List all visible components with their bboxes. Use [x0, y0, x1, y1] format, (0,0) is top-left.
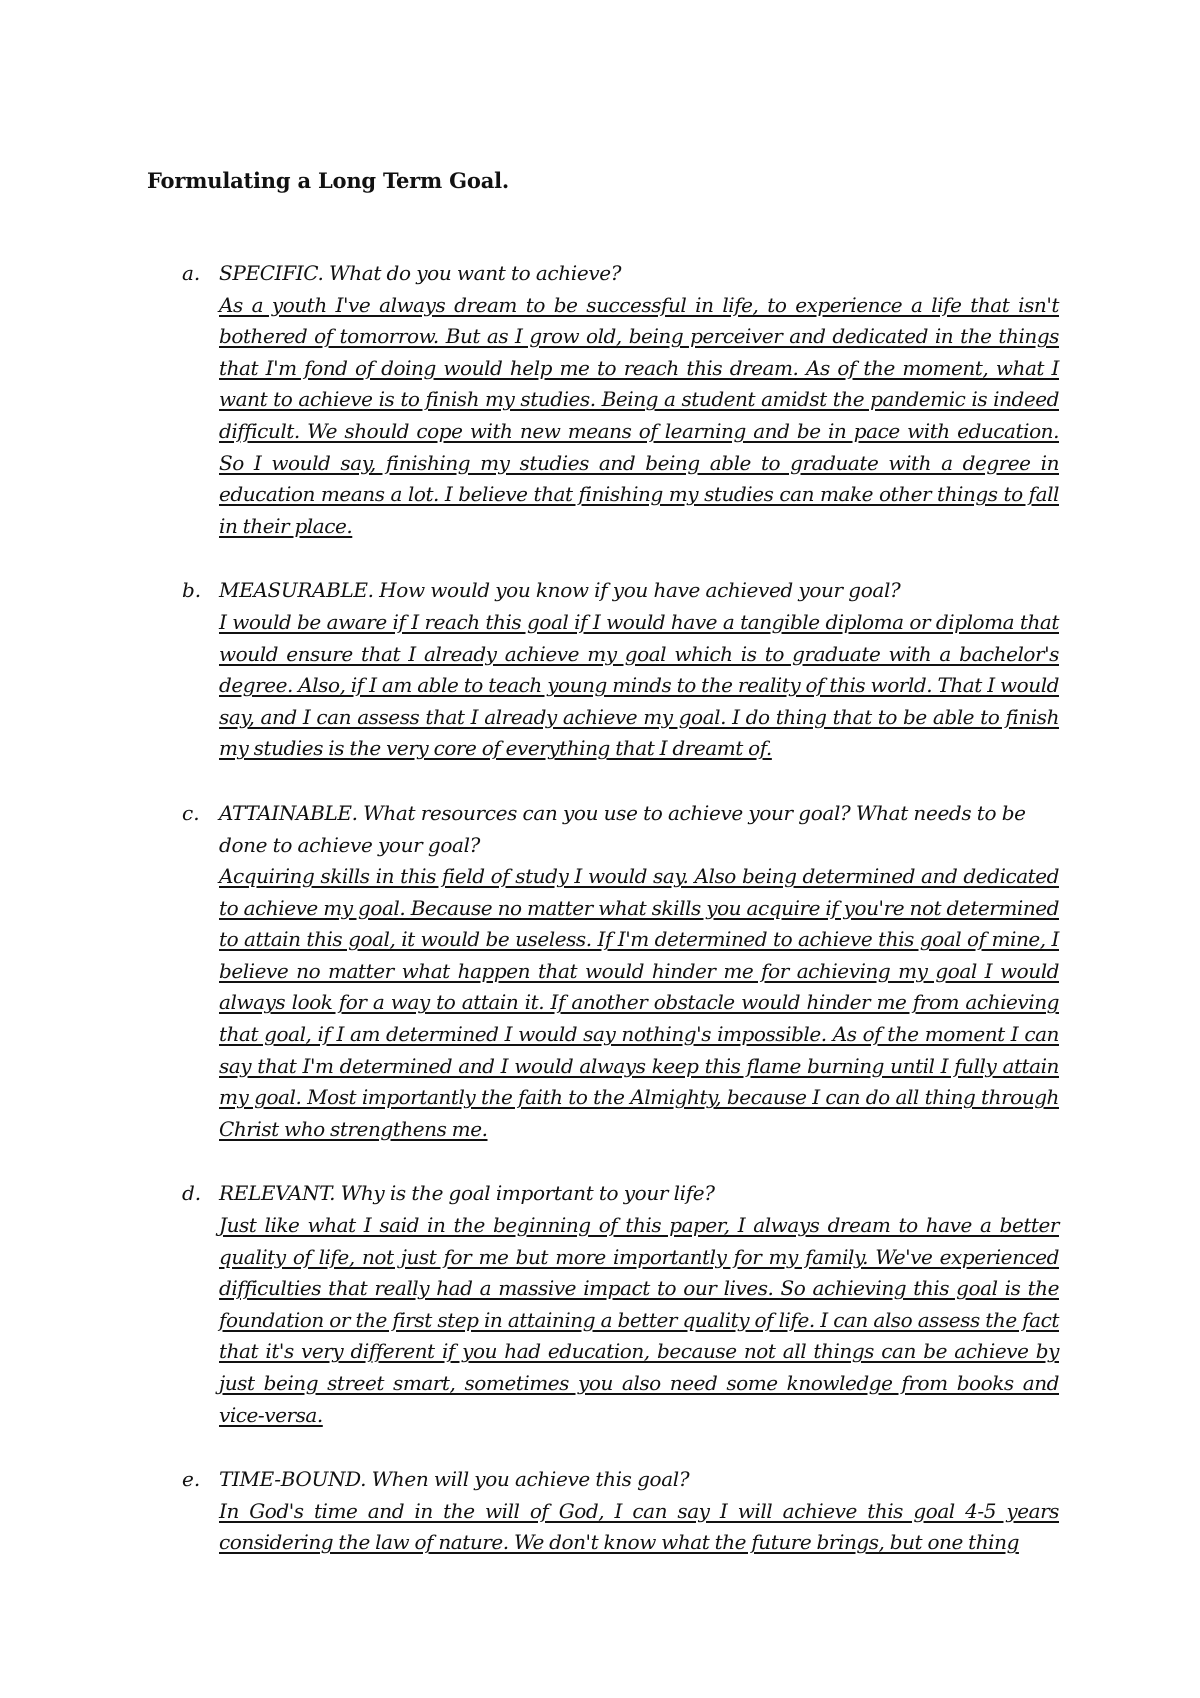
- goal-item-relevant: [0, 1178, 1200, 1431]
- item-question: RELEVANT. Why is the goal important to your life?: [219, 1181, 715, 1206]
- item-body: [219, 575, 1059, 765]
- list-marker: c.: [182, 800, 200, 825]
- item-body: [219, 1464, 1059, 1559]
- list-marker: d.: [182, 1181, 202, 1206]
- list-marker: b.: [182, 578, 202, 603]
- item-answer: Just like what I said in the beginning of this paper, I always dream to have a better quality of life, not just for me but more importantly for my family. We've experienced difficulties that really had a massive impact to our lives. So achieving this goal is the foundation or the first step in attaining a better quality of life. I can also assess the fact that it's very different if you had education, because not all things can be achieve by just being street smart, sometimes you also need some knowledge from books and vice-versa.: [219, 1213, 1059, 1427]
- goal-item-specific: [0, 258, 1200, 542]
- list-marker: e.: [182, 1467, 201, 1492]
- item-answer: Acquiring skills in this field of study I would say. Also being determined and dedicated to achieve my goal. Because no matter what skills you acquire if you're not determined to attain this goal, it would be useless. If I'm determined to achieve this goal of mine, I believe no matter what happen that would hinder me for achieving my goal I would always look for a way to attain it. If another obstacle would hinder me from achieving that goal, if I am determined I would say nothing's impossible. As of the moment I can say that I'm determined and I would always keep this flame burning until I fully attain my goal. Most importantly the faith to the Almighty, because I can do all thing through Christ who strengthens me.: [219, 864, 1059, 1141]
- list-marker: a.: [182, 261, 201, 285]
- goal-item-attainable: [0, 798, 1200, 1146]
- item-answer: In God's time and in the will of God, I can say I will achieve this goal 4-5 years considering the law of nature. We don't know what the future brings, but one thing: [219, 1498, 1059, 1555]
- item-question: SPECIFIC. What do you want to achieve?: [219, 261, 622, 285]
- item-body: [219, 798, 1059, 1146]
- item-answer: As a youth I've always dream to be successful in life, to experience a life that isn't bothered of tomorrow. But as I grow old, being perceiver and dedicated in the things that I'm fond of doing would help me to reach this dream. As of the moment, what I want to achieve is to finish my studies. Being a student amidst the pandemic is indeed difficult. We should cope with new means of learning and be in pace with education. So I would say, finishing my studies and being able to graduate with a degree in education means a lot. I believe that finishing my studies can make other things to fall in their place.: [219, 292, 1059, 538]
- item-question: TIME-BOUND. When will you achieve this goal?: [219, 1467, 690, 1492]
- goal-item-time-bound: [0, 1464, 1200, 1559]
- item-answer: I would be aware if I reach this goal if I would have a tangible diploma or diploma that would ensure that I already achieve my goal which is to graduate with a bachelor's degree. Also, if I am able to teach young minds to the reality of this world. That I would say, and I can assess that I already achieve my goal. I do thing that to be able to finish my studies is the very core of everything that I dreamt of.: [219, 609, 1059, 761]
- goal-item-measurable: [0, 575, 1200, 765]
- item-body: [219, 1178, 1059, 1431]
- item-question: ATTAINABLE. What resources can you use to achieve your goal? What needs to be done to achieve your goal?: [219, 800, 1026, 857]
- document-title: Formulating a Long Term Goal.: [147, 168, 510, 193]
- item-body: [219, 258, 1059, 542]
- goal-list: [0, 258, 1200, 1592]
- item-question: MEASURABLE. How would you know if you have achieved your goal?: [219, 578, 901, 603]
